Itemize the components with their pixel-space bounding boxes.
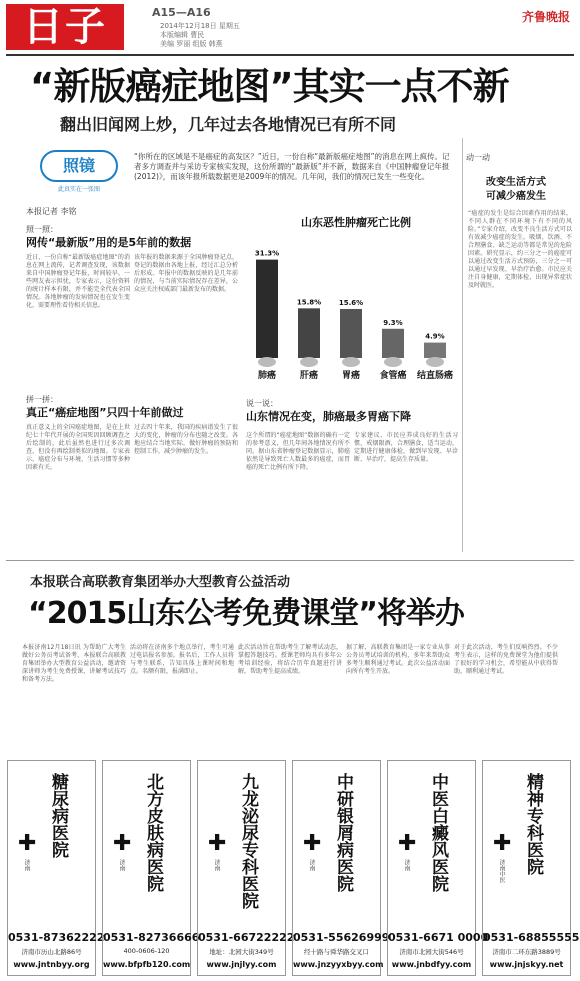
subheadline: 翻出旧闻网上炒，几年过去各地情况已有所不同 [60,115,397,134]
ad-city: 济南 [403,859,410,871]
ad-website: www.bfpfb120.com [103,960,191,969]
category-label: 结直肠癌 [416,371,454,381]
masthead-rule [6,54,574,56]
section-tag-3: 说一说： [246,399,278,408]
ad-hospital-name: 中研银屑病医院 [333,773,353,892]
ad-website: www.jnbdfyy.com [391,960,472,969]
bar-5 [424,343,446,358]
body-text-block: 对于此次活动，考生们反响热烈。不少考生表示，这样的免费课堂为他们提供了很好的学习机会，希望能从中获得帮助，顺利通过考试。 [454,644,558,675]
section-title-2: 真正“癌症地图”只四十年前做过 [26,406,184,419]
column-stamp: 照镜 [40,150,118,182]
edition-meta: 2014年12月18日 星期五 本版编辑 曹民 美编 罗丽 组版 韩燕 [160,22,240,48]
paper-name: 齐鲁晚报 [521,10,570,24]
category-label: 食管癌 [379,371,407,381]
headline: “新版癌症地图”其实一点不新 [30,65,509,108]
hospital-ad [197,760,295,976]
column-stamp-sub: 此真实在一张图 [58,186,101,193]
organ-icon [300,357,318,367]
ad-website: www.jnjlyy.com [206,960,277,969]
ad-website: www.jnzyyxbyy.com [293,960,384,969]
lead-paragraph: “你所在的区域是不是癌症的高发区？”近日，一份自称“最新版癌症地图”的消息在网上疯传。记者多方调查并与采访专家核实发现，这份所谓的“最新版”并不新，数据来自《中国肿瘤登记年报(2012)》，而该年报所载数据更是2009年的情况。几年间，我们的情况已发生一些变化。 [134,152,450,181]
organ-icon [384,357,402,367]
event-kicker: 本报联合高联教育集团举办大型教育公益活动 [30,575,291,590]
section-rule [6,560,574,561]
hospital-ad [387,760,489,976]
category-label: 肺癌 [257,371,277,381]
ad-hospital-name: 九龙泌尿专科医院 [238,773,258,909]
ad-address: 地址：北园大街349号 [209,948,274,956]
cross-icon: ✚ [208,831,227,856]
chart-title: 山东恶性肿瘤死亡比例 [301,216,411,229]
category-label: 胃癌 [341,371,361,381]
hospital-ad [7,760,105,976]
ad-city: 济南中医 [498,859,505,883]
cancer-death-bar-chart [244,198,462,393]
body-text-block: “癌症的发生是综合因素作用的结果，不同人群在不同环境下有不同的风险。”专家介绍，改变不良生活方式可以有效减少癌症的发生。吸烟、饮酒、不合理膳食、缺乏运动等都是常见的危险因素。研究显示，约三分之一的癌症可以通过改变生活方式预防，三分之一可以通过早发现、早治疗治愈。市民应关注自身健康，定期体检，出现异常症状及时就医。 [468,210,572,289]
section-title-1: 网传“最新版”用的是5年前的数据 [26,236,192,249]
body-text-block: 此次活动旨在帮助考生了解考试动态，掌握答题技巧。授课老师均具有多年公考培训经验，将结合历年真题进行讲解，帮助考生提高成绩。 [238,644,342,675]
bar-value-label: 15.6% [338,298,364,307]
bar-value-label: 9.3% [383,318,403,327]
organ-icon [342,357,360,367]
cross-icon: ✚ [18,831,37,856]
body-text-block: 该年报的数据来源于全国肿瘤登记点，登记的数据由各地上报，经过汇总分析后形成。年报中的数据反映的是几年前的情况，与当前实际情况存在差异，公众应关注权威部门最新发布的数据。 [134,254,238,293]
body-text-block: 本报济南12月18日讯 为帮助广大考生做好公务员考试备考，本报联合高联教育集团举办大型教育公益活动，邀请资深讲师为考生免费授课，讲解考试技巧和备考方法。 [22,644,126,683]
hospital-ad [102,760,200,976]
section-logo: 日子 [6,4,124,50]
cross-icon: ✚ [398,831,417,856]
ad-hospital-name: 糖尿病医院 [48,773,68,858]
ad-hospital-name: 北方皮肤病医院 [143,773,163,892]
bar-value-label: 31.3% [254,249,280,258]
column-divider [462,138,463,552]
ad-website: www.jnjskyy.net [489,960,564,969]
hospital-ad [482,760,580,976]
bar-1 [256,260,278,358]
ad-city: 济南 [118,859,125,871]
hospital-ad [292,760,390,976]
ad-phone: 0531-6671 0000 [388,931,489,944]
category-label: 肝癌 [299,371,319,381]
ad-address: 经十路与舜华路交叉口 [304,948,369,956]
body-text-block: 真正意义上的全国癌症地图，是在上世纪七十年代开展的全国死因回顾调查之后绘制的。此后虽然也进行过多次调查，但没有再绘制类似的地图。专家表示，癌症分布与环境、生活习惯等多种因素有关。 [26,424,130,471]
ad-address: 济南市二环东路3889号 [492,948,561,956]
ad-phone: 0531-82736666 [103,931,200,944]
organ-icon [258,357,276,367]
ad-website: www.jntnbyy.org [13,960,90,969]
body-text-block: 据了解，高联教育集团是一家专业从事公务员考试培训的机构，多年来帮助众多考生顺利通过考试。此次公益活动面向所有考生开放。 [346,644,450,675]
event-headline: “2015山东公考免费课堂”将举办 [28,596,464,631]
ad-city: 济南 [23,859,30,871]
organ-icon [426,357,444,367]
section-tag-2: 拼一拼： [26,395,58,404]
body-text-block: 近日，一份自称“最新版癌症地图”的消息在网上流传，记者调查发现，该数据来自中国肿瘤登记年报，时间较早。一些网友表示担忧，专家表示，这份资料的统计样本有限，并不能完全代表全国情况。各地肿瘤的发病情况也在发生变化，需要理性看待相关信息。 [26,254,130,309]
bar-2 [298,308,320,358]
section-tag-1: 照一照： [26,225,58,234]
bar-value-label: 15.8% [296,298,322,307]
bar-value-label: 4.9% [425,332,445,341]
ad-address: 400-0606-120 [123,947,170,955]
ad-city: 济南 [213,859,220,871]
ad-phone: 0531-55626999 [293,931,390,944]
byline: 本报记者 李铭 [26,207,77,216]
body-text-block: 活动将在济南多个地点举行，考生可通过电话报名参加。报名后，工作人员将与考生联系，告知具体上课时间和地点。名额有限，报满即止。 [130,644,234,675]
ad-phone: 0531-66722222 [198,931,295,944]
page-range: A15—A16 [152,6,211,19]
side-tag: 动一动 [466,153,490,162]
cross-icon: ✚ [113,831,132,856]
ad-hospital-name: 精神专科医院 [523,773,543,875]
body-text-block: 过去四十年来，我国的疾病谱发生了很大的变化，肿瘤的分布也随之改变。各地应结合当地实际，做好肿瘤的预防和控制工作，减少肿瘤的发生。 [134,424,238,455]
ad-phone: 0531-87362222 [8,931,105,944]
ad-phone: 0531-68855555 [483,931,580,944]
ad-address: 济南市历山北路86号 [21,948,82,956]
body-text-block: 这个所谓的“癌症地图”数据的确有一定的参考意义，但几年间各地情况有所不同。据山东省肿瘤登记数据显示，肺癌依然是导致死亡人数最多的癌症，而胃癌的死亡比例有所下降。 [246,432,350,471]
bar-3 [340,309,362,358]
bar-4 [382,329,404,358]
section-title-3: 山东情况在变，肺癌最多胃癌下降 [246,410,411,423]
ad-hospital-name: 中医白癜风医院 [428,773,448,892]
cross-icon: ✚ [493,831,512,856]
ad-address: 济南市北园大街546号 [399,948,464,956]
body-text-block: 专家建议，市民应养成良好的生活习惯，戒烟限酒，合理膳食，适当运动，定期进行健康体检，做到早发现、早诊断、早治疗，提高生存质量。 [354,432,458,463]
cross-icon: ✚ [303,831,322,856]
side-title: 改变生活方式 可减少癌发生 [486,177,546,202]
ad-city: 济南 [308,859,315,871]
